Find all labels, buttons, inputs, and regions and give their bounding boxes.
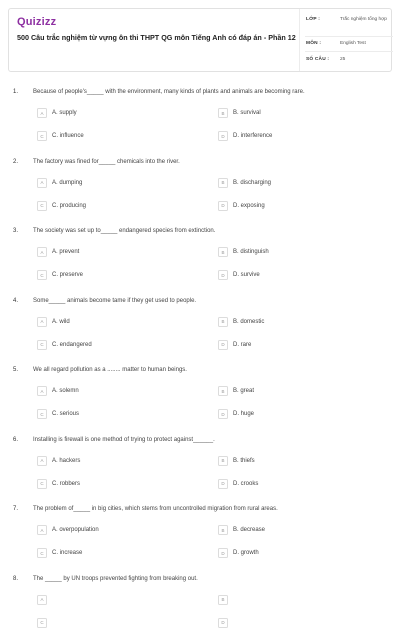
option-b[interactable] (218, 247, 269, 257)
option-c[interactable] (37, 409, 79, 419)
option-letter-box: B (218, 525, 228, 535)
meta-count (306, 57, 394, 64)
question-number: 1. (13, 89, 19, 95)
option-b[interactable] (218, 108, 261, 118)
option-b[interactable] (218, 178, 271, 188)
option-c[interactable] (37, 618, 52, 628)
option-c[interactable] (37, 548, 82, 558)
option-a[interactable] (37, 525, 99, 535)
option-letter-box: B (218, 456, 228, 466)
question-number: 7. (13, 506, 19, 512)
option-c[interactable] (37, 479, 80, 489)
option-b[interactable] (218, 595, 233, 605)
worksheet-header (8, 8, 392, 72)
question-number: 2. (13, 158, 19, 165)
option-text: D. rare (233, 341, 252, 348)
option-d[interactable] (218, 270, 260, 280)
question-text: The _____ by UN troops prevented fighting from breaking out. (33, 575, 198, 582)
question-number: 4. (13, 297, 19, 304)
option-letter-box: D (218, 618, 228, 628)
meta-subject-value: English Test (340, 41, 366, 46)
option-b[interactable] (218, 317, 264, 327)
option-letter-box: C (37, 479, 47, 489)
question-text: We all regard pollution as a ........ matter to human beings. (33, 367, 187, 373)
option-letter-box: B (218, 108, 228, 118)
option-d[interactable] (218, 340, 251, 350)
question-4 (0, 298, 400, 358)
option-text: B. thiefs (233, 457, 255, 464)
question-number: 5. (13, 367, 19, 373)
option-c[interactable] (37, 340, 92, 350)
option-letter-box: D (218, 479, 228, 489)
question-2 (0, 159, 400, 219)
option-d[interactable] (218, 548, 259, 558)
option-text: A. hackers (52, 457, 81, 464)
question-5 (0, 367, 400, 427)
question-6 (0, 437, 400, 497)
meta-class-value: Trắc nghiệm tổng hợp (340, 17, 387, 22)
option-letter-box: D (218, 270, 228, 280)
question-3 (0, 228, 400, 288)
option-letter-box: D (218, 201, 228, 211)
option-text: B. discharging (233, 179, 272, 186)
question-number: 8. (13, 575, 19, 582)
option-d[interactable] (218, 201, 265, 211)
meta-class-label: LỚP : (306, 17, 321, 22)
option-text: C. influence (52, 133, 84, 139)
option-letter-box: B (218, 595, 228, 605)
option-letter-box: A (37, 108, 47, 118)
option-text: D. interference (233, 133, 273, 139)
option-d[interactable] (218, 479, 258, 489)
option-a[interactable] (37, 317, 70, 327)
question-1 (0, 89, 400, 149)
quizizz-logo: Quizizz (17, 16, 57, 28)
option-b[interactable] (218, 525, 265, 535)
meta-count-value: 25 (340, 57, 346, 62)
option-letter-box: D (218, 131, 228, 141)
option-text: A. supply (52, 110, 77, 116)
option-text: D. growth (233, 550, 259, 556)
question-text: The society was set up to_____ endangered species from extinction. (33, 228, 216, 234)
option-a[interactable] (37, 108, 77, 118)
option-text: A. prevent (52, 249, 80, 255)
option-text: C. increase (52, 550, 83, 556)
option-letter-box: D (218, 548, 228, 558)
option-text: A. dumping (52, 179, 83, 186)
option-a[interactable] (37, 247, 79, 257)
option-letter-box: C (37, 409, 47, 419)
option-d[interactable] (218, 131, 272, 141)
option-letter-box: B (218, 386, 228, 396)
question-text: The problem of_____ in big cities, which stems from uncontrolled migration from rural areas. (33, 506, 278, 512)
option-text: D. survive (233, 272, 260, 278)
option-letter-box: A (37, 456, 47, 466)
option-c[interactable] (37, 131, 84, 141)
option-b[interactable] (218, 456, 255, 466)
option-letter-box: C (37, 131, 47, 141)
option-letter-box: D (218, 340, 228, 350)
option-text: C. robbers (52, 480, 81, 487)
question-text: Installing is firewall is one method of trying to protect against______. (33, 436, 215, 443)
option-letter-box: C (37, 201, 47, 211)
option-d[interactable] (218, 409, 254, 419)
meta-subject-label: MÔN : (306, 41, 322, 46)
option-text: A. solemn (52, 388, 79, 394)
option-letter-box: C (37, 270, 47, 280)
option-c[interactable] (37, 201, 86, 211)
option-a[interactable] (37, 178, 82, 188)
option-a[interactable] (37, 386, 79, 396)
option-letter-box: A (37, 317, 47, 327)
meta-divider (305, 51, 393, 52)
question-text: Because of people's_____ with the environment, many kinds of plants and animals are becoming rare. (33, 89, 305, 95)
option-text: D. exposing (233, 202, 265, 209)
question-7 (0, 506, 400, 566)
option-text: B. distinguish (233, 249, 269, 255)
option-text: B. survival (233, 110, 261, 116)
option-text: D. crooks (233, 480, 259, 487)
option-letter-box: A (37, 178, 47, 188)
option-letter-box: B (218, 247, 228, 257)
option-letter-box: C (37, 618, 47, 628)
meta-subject (306, 41, 394, 48)
question-number: 3. (13, 228, 19, 234)
option-letter-box: D (218, 409, 228, 419)
question-text: Some_____ animals become tame if they get used to people. (33, 297, 197, 304)
header-divider (299, 9, 300, 71)
option-letter-box: C (37, 340, 47, 350)
question-8 (0, 576, 400, 636)
option-text: B. domestic (233, 318, 265, 325)
page-title: 500 Câu trắc nghiệm từ vựng ôn thi THPT QG môn Tiếng Anh có đáp án - Phần 12 (17, 33, 296, 42)
question-number: 6. (13, 436, 19, 443)
option-text: C. serious (52, 411, 80, 417)
option-a[interactable] (37, 595, 52, 605)
option-text: A. overpopulation (52, 527, 99, 533)
option-text: B. great (233, 388, 255, 394)
option-text: C. producing (52, 202, 87, 209)
option-c[interactable] (37, 270, 83, 280)
option-b[interactable] (218, 386, 254, 396)
option-letter-box: B (218, 317, 228, 327)
option-letter-box: B (218, 178, 228, 188)
option-letter-box: C (37, 548, 47, 558)
option-a[interactable] (37, 456, 80, 466)
option-text: C. preserve (52, 272, 84, 278)
option-text: C. endangered (52, 341, 92, 348)
option-d[interactable] (218, 618, 233, 628)
meta-count-label: SỐ CÂU : (306, 57, 330, 62)
option-letter-box: A (37, 386, 47, 396)
option-text: D. huge (233, 411, 255, 417)
option-letter-box: A (37, 525, 47, 535)
meta-divider (305, 36, 393, 37)
option-letter-box: A (37, 595, 47, 605)
question-text: The factory was fined for_____ chemicals into the river. (33, 158, 180, 165)
option-text: B. decrease (233, 527, 266, 533)
option-text: A. wild (52, 318, 70, 325)
meta-class (306, 17, 394, 24)
option-letter-box: A (37, 247, 47, 257)
